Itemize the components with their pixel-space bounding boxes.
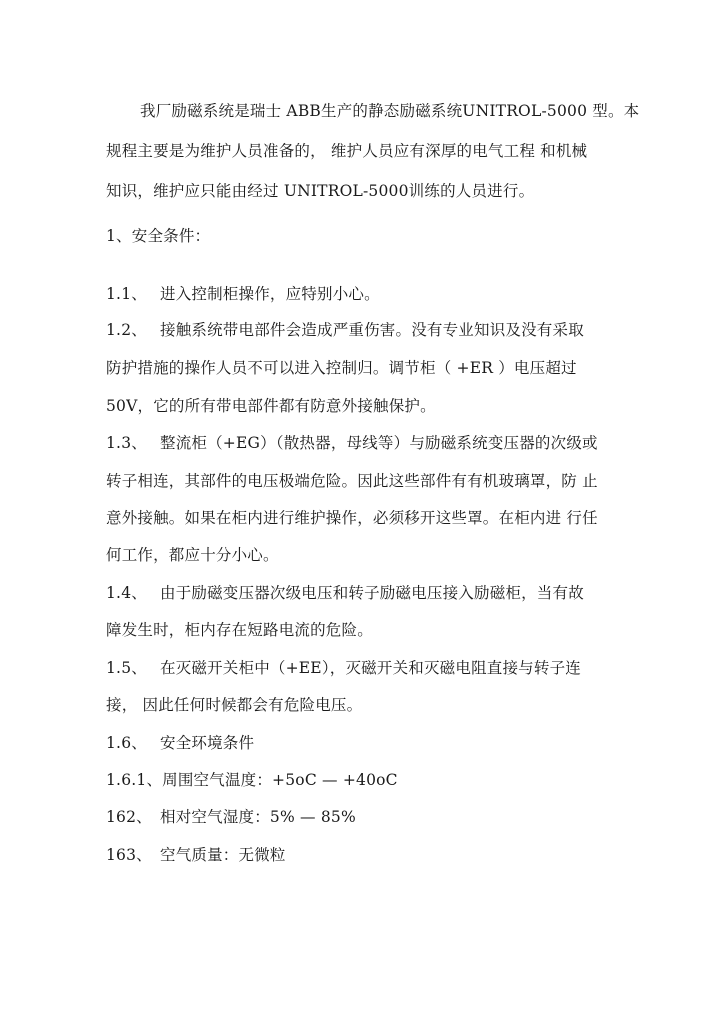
item-text: 进入控制柜操作，应特别小心。 — [160, 285, 380, 303]
item-1-2-cont-1: 防护措施的操作人员不可以进入控制归。调节柜（ +ER ）电压超过 — [106, 359, 577, 377]
section-heading: 1、安全条件： — [106, 227, 211, 245]
item-text: 接触系统带电部件会造成严重伤害。没有专业知识及没有采取 — [160, 321, 584, 339]
item-text: 在灭磁开关柜中（+EE），灭磁开关和灭磁电阻直接与转子连 — [160, 659, 581, 677]
item-1-5-cont-1: 接， 因此任何时候都会有危险电压。 — [106, 696, 363, 714]
item-1-4 — [106, 583, 584, 603]
item-1-2-cont-2: 50V，它的所有带电部件都有防意外接触保护。 — [106, 397, 436, 415]
item-1-3 — [106, 433, 598, 453]
item-text: 整流柜（+EG）（散热器，母线等）与励磁系统变压器的次级或 — [160, 434, 598, 452]
sub-item-1-6-1 — [106, 770, 398, 790]
item-number: 1.4、 — [106, 584, 147, 602]
item-number: 1.3、 — [106, 434, 147, 452]
intro-line-1: 我厂励磁系统是瑞士 ABB生产的静态励磁系统UNITROL-5000 型。本 — [140, 102, 640, 120]
intro-line-2: 规程主要是为维护人员准备的， 维护人员应有深厚的电气工程 和机械 — [106, 142, 588, 160]
sub-item-text: 周围空气温度：+5oC — +40oC — [162, 771, 398, 789]
sub-item-number: 1.6.1、 — [106, 771, 163, 789]
item-number: 1.1、 — [106, 285, 147, 303]
item-text: 安全环境条件 — [160, 734, 255, 752]
item-1-1 — [106, 284, 380, 304]
item-1-4-cont-1: 障发生时，柜内存在短路电流的危险。 — [106, 621, 373, 639]
item-1-3-cont-2: 意外接触。如果在柜内进行维护操作，必须移开这些罩。在柜内进 行任 — [106, 509, 598, 527]
item-1-6 — [106, 733, 254, 753]
intro-line-3: 知识，维护应只能由经过 UNITROL-5000训练的人员进行。 — [106, 182, 535, 200]
item-1-2 — [106, 320, 584, 340]
item-1-5 — [106, 658, 581, 678]
item-1-3-cont-1: 转子相连，其部件的电压极端危险。因此这些部件有有机玻璃罩，防 止 — [106, 472, 598, 490]
sub-item-number: 162、 — [106, 808, 152, 826]
item-1-3-cont-3: 何工作，都应十分小心。 — [106, 546, 279, 564]
sub-item-text: 空气质量：无微粒 — [160, 846, 286, 864]
sub-item-number: 163、 — [106, 846, 152, 864]
sub-item-1-6-3 — [106, 845, 286, 865]
item-text: 由于励磁变压器次级电压和转子励磁电压接入励磁柜，当有故 — [160, 584, 584, 602]
sub-item-text: 相对空气湿度：5% — 85% — [160, 808, 356, 826]
item-number: 1.6、 — [106, 734, 147, 752]
item-number: 1.5、 — [106, 659, 147, 677]
sub-item-1-6-2 — [106, 807, 356, 827]
item-number: 1.2、 — [106, 321, 147, 339]
